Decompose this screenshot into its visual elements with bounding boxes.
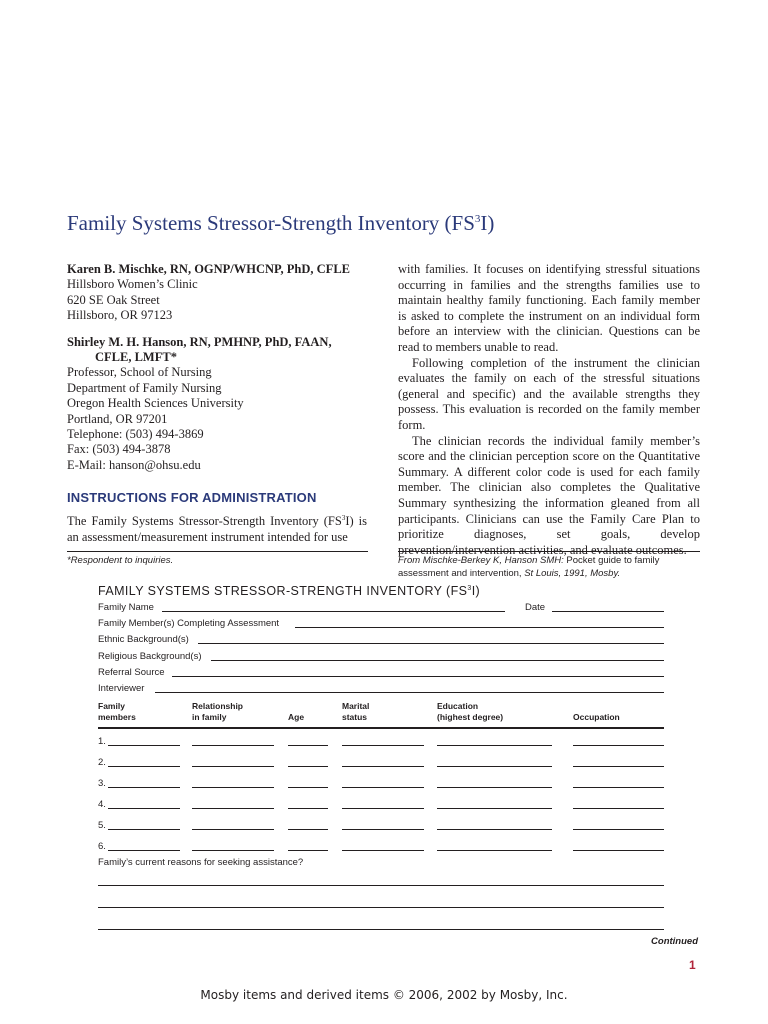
family-name-field[interactable] bbox=[162, 611, 505, 612]
author2-line: Department of Family Nursing bbox=[67, 380, 222, 395]
members-completing-field[interactable] bbox=[295, 627, 664, 628]
table-cell-field[interactable] bbox=[288, 766, 328, 767]
table-cell-field[interactable] bbox=[573, 850, 664, 851]
table-cell-field[interactable] bbox=[108, 787, 180, 788]
table-cell-field[interactable] bbox=[342, 766, 424, 767]
row-number: 3. bbox=[98, 778, 106, 789]
table-cell-field[interactable] bbox=[192, 745, 274, 746]
author2-name-cont: CFLE, LMFT* bbox=[95, 350, 177, 365]
footnote-left: *Respondent to inquiries. bbox=[67, 555, 174, 566]
table-cell-field[interactable] bbox=[192, 850, 274, 851]
table-cell-field[interactable] bbox=[573, 808, 664, 809]
interviewer-label: Interviewer bbox=[98, 683, 145, 694]
copyright-notice: Mosby items and derived items © 2006, 2002 by Mosby, Inc. bbox=[200, 988, 568, 1002]
referral-field[interactable] bbox=[172, 676, 664, 677]
ethnic-label: Ethnic Background(s) bbox=[98, 634, 189, 645]
table-cell-field[interactable] bbox=[573, 787, 664, 788]
author2-line: Professor, School of Nursing bbox=[67, 365, 212, 380]
table-cell-field[interactable] bbox=[342, 787, 424, 788]
table-cell-field[interactable] bbox=[437, 766, 552, 767]
family-name-label: Family Name bbox=[98, 602, 154, 613]
date-label: Date bbox=[525, 602, 546, 613]
religious-label: Religious Background(s) bbox=[98, 651, 202, 662]
table-cell-field[interactable] bbox=[288, 787, 328, 788]
footnote-right: From Mischke-Berkey K, Hanson SMH: Pocket guide to family assessment and intervention, St Louis, 1991, Mosby. bbox=[398, 555, 660, 579]
table-cell-field[interactable] bbox=[108, 745, 180, 746]
table-cell-field[interactable] bbox=[437, 850, 552, 851]
table-cell-field[interactable] bbox=[573, 745, 664, 746]
divider bbox=[67, 551, 368, 552]
author1-name: Karen B. Mischke, RN, OGNP/WHCNP, PhD, CFLE bbox=[67, 262, 350, 276]
paragraph: The clinician records the individual family member’s score and the clinician perception score on the Quantitative Summary. A different color code is used for each family member. The clinician also completes the Qualitative Summary synthesizing the information gleaned from all participants. Clinicians can use the Family Care Plan to prioritize diagnoses, set goals, develop prevention/intervention activities, and evaluate outcomes. bbox=[398, 433, 700, 557]
table-cell-field[interactable] bbox=[437, 787, 552, 788]
col-header-education: Education (highest degree) bbox=[437, 701, 504, 722]
table-cell-field[interactable] bbox=[342, 850, 424, 851]
table-cell-field[interactable] bbox=[192, 808, 274, 809]
author1-line: 620 SE Oak Street bbox=[67, 292, 160, 307]
right-column-text bbox=[398, 262, 700, 558]
reasons-field-line[interactable] bbox=[98, 907, 664, 908]
reasons-label: Family’s current reasons for seeking assistance? bbox=[98, 857, 304, 868]
table-cell-field[interactable] bbox=[288, 808, 328, 809]
author-block bbox=[67, 262, 367, 473]
author1 bbox=[67, 262, 367, 324]
author2-line: Telephone: (503) 494-3869 bbox=[67, 427, 204, 442]
table-cell-field[interactable] bbox=[437, 745, 552, 746]
table-cell-field[interactable] bbox=[288, 850, 328, 851]
table-cell-field[interactable] bbox=[437, 829, 552, 830]
row-number: 1. bbox=[98, 736, 106, 747]
date-field[interactable] bbox=[552, 611, 664, 612]
continued-label: Continued bbox=[651, 936, 698, 947]
table-cell-field[interactable] bbox=[108, 808, 180, 809]
paragraph: Following completion of the instrument the clinician evaluates the family on each of the stressful situations (general and specific) and the available strengths they possess. This evaluation is recorded on the family member form. bbox=[398, 355, 700, 432]
author2-line: Oregon Health Sciences University bbox=[67, 396, 244, 411]
row-number: 5. bbox=[98, 820, 106, 831]
instructions-text: The Family Systems Stressor-Strength Inventory $(FS^3I)$ is an assessment/measurement instrument intended for use bbox=[67, 514, 367, 544]
col-header-family-members: Family members bbox=[98, 701, 136, 722]
author2-line: Fax: (503) 494-3878 bbox=[67, 442, 171, 457]
author1-line: Hillsboro, OR 97123 bbox=[67, 308, 173, 323]
members-completing-label: Family Member(s) Completing Assessment bbox=[98, 618, 280, 629]
reasons-field-line[interactable] bbox=[98, 929, 664, 930]
paragraph: with families. It focuses on identifying stressful situations occurring in families and the strengths families use to maintain healthy family functioning. Each family member is asked to complete the instrument on an individual form before an interview with the clinician. Questions can be read to members unable to read. bbox=[398, 262, 700, 354]
reasons-field-line[interactable] bbox=[98, 885, 664, 886]
interviewer-field[interactable] bbox=[155, 692, 664, 693]
table-cell-field[interactable] bbox=[288, 829, 328, 830]
table-cell-field[interactable] bbox=[108, 766, 180, 767]
referral-label: Referral Source bbox=[98, 667, 165, 678]
page-number: 1 bbox=[689, 958, 696, 972]
ethnic-field[interactable] bbox=[198, 643, 664, 644]
form-title: FAMILY SYSTEMS STRESSOR-STRENGTH INVENTORY $(FS^3I)$ bbox=[98, 584, 481, 598]
table-cell-field[interactable] bbox=[108, 829, 180, 830]
table-cell-field[interactable] bbox=[573, 829, 664, 830]
col-header-marital-status: Marital status bbox=[342, 701, 370, 722]
table-cell-field[interactable] bbox=[573, 766, 664, 767]
row-number: 6. bbox=[98, 841, 106, 852]
table-cell-field[interactable] bbox=[342, 808, 424, 809]
table-cell-field[interactable] bbox=[192, 787, 274, 788]
table-cell-field[interactable] bbox=[342, 829, 424, 830]
author2-name: Shirley M. H. Hanson, RN, PMHNP, PhD, FAAN, bbox=[67, 334, 332, 349]
table-cell-field[interactable] bbox=[108, 850, 180, 851]
col-header-age: Age bbox=[288, 712, 305, 722]
author2 bbox=[67, 335, 367, 474]
religious-field[interactable] bbox=[211, 660, 664, 661]
table-cell-field[interactable] bbox=[342, 745, 424, 746]
divider bbox=[398, 551, 700, 552]
table-cell-field[interactable] bbox=[437, 808, 552, 809]
author1-line: Hillsboro Women’s Clinic bbox=[67, 277, 198, 292]
author2-email: E-Mail: hanson@ohsu.edu bbox=[67, 457, 201, 472]
table-cell-field[interactable] bbox=[192, 766, 274, 767]
author2-line: Portland, OR 97201 bbox=[67, 411, 168, 426]
page-title: Family Systems Stressor-Strength Inventory $(FS^3I)$ bbox=[67, 211, 495, 235]
col-header-occupation: Occupation bbox=[573, 712, 620, 722]
instructions-heading: INSTRUCTIONS FOR ADMINISTRATION bbox=[67, 490, 317, 505]
col-header-relationship: Relationship in family bbox=[192, 701, 244, 722]
table-header-rule bbox=[98, 727, 664, 729]
table-cell-field[interactable] bbox=[192, 829, 274, 830]
table-cell-field[interactable] bbox=[288, 745, 328, 746]
row-number: 2. bbox=[98, 757, 106, 768]
row-number: 4. bbox=[98, 799, 106, 810]
